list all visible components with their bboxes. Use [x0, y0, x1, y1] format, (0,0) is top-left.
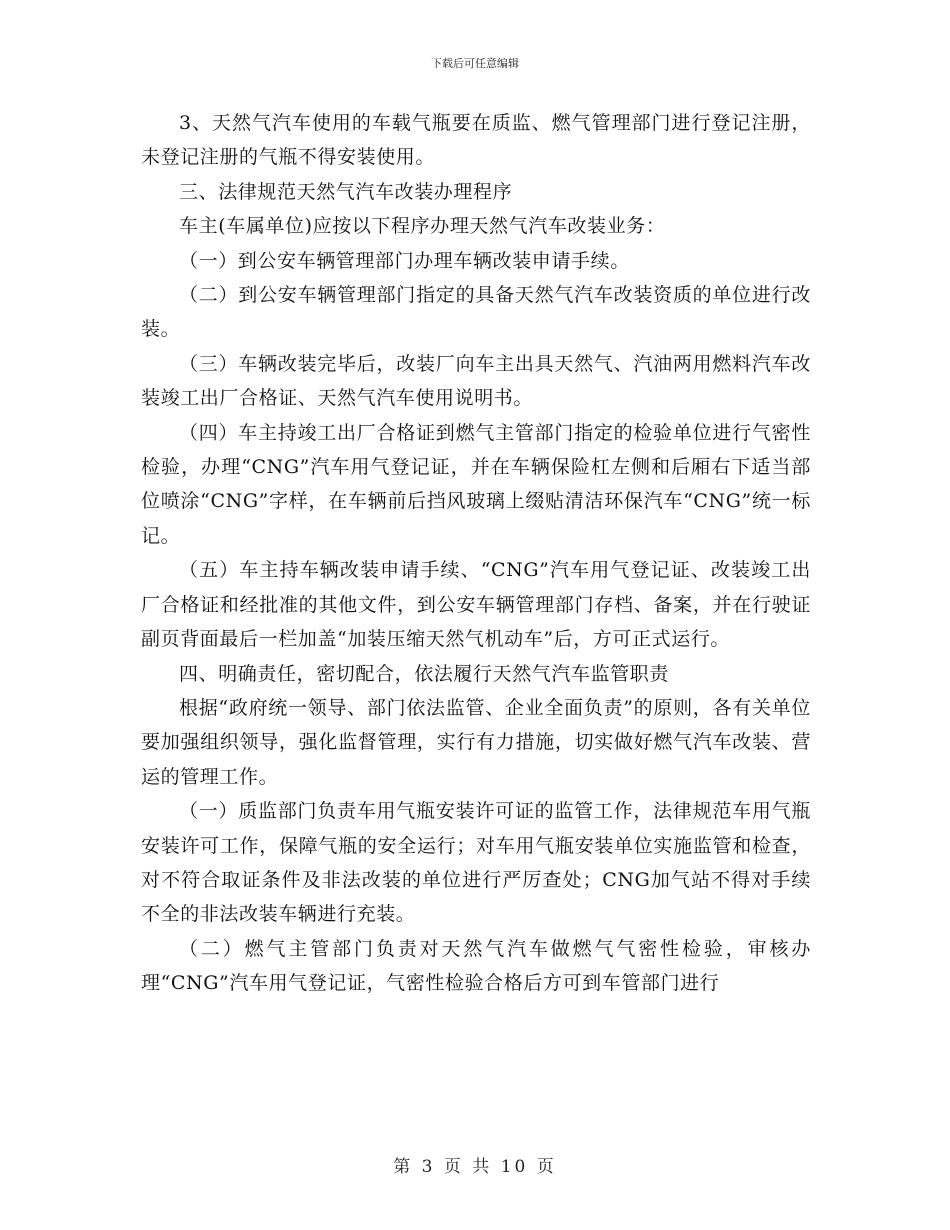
section-heading-4: 四、明确责任，密切配合，依法履行天然气汽车监管职责 — [179, 662, 670, 685]
page-number-footer: 第 3 页 共 10 页 — [393, 1157, 557, 1177]
responsibility-item-2: （二）燃气主管部门负责对天然气汽车做燃气气密性检验，审核办理“CNG”汽车用气登记证，气密性检验合格后方可到车管部门进行 — [141, 937, 811, 995]
procedure-step-4: （四）车主持竣工出厂合格证到燃气主管部门指定的检验单位进行气密性检验，办理“CNG”汽车用气登记证，并在车辆保险杠左侧和后厢右下适当部位喷涂“CNG”字样，在车辆前后挡风玻璃上缀贴清洁环保汽车“CNG”统一标记。 — [141, 421, 811, 547]
procedure-step-2: （二）到公安车辆管理部门指定的具备天然气汽车改装资质的单位进行改装。 — [141, 284, 811, 341]
document-body — [141, 106, 811, 1001]
procedure-step-5: （五）车主持车辆改装申请手续、“CNG”汽车用气登记证、改装竣工出厂合格证和经批准的其他文件，到公安车辆管理部门存档、备案，并在行驶证副页背面最后一栏加盖“加装压缩天然气机动车”后，方可正式运行。 — [141, 559, 811, 651]
responsibility-item-1: （一）质监部门负责车用气瓶安装许可证的监管工作，法律规范车用气瓶安装许可工作，保障气瓶的安全运行；对车用气瓶安装单位实施监管和检查，对不符合取证条件及非法改装的单位进行严厉查处；CNG加气站不得对手续不全的非法改装车辆进行充装。 — [141, 800, 811, 926]
paragraph-procedure-intro: 车主(车属单位)应按以下程序办理天然气汽车改装业务： — [179, 215, 666, 238]
procedure-step-1: （一）到公安车辆管理部门办理车辆改装申请手续。 — [179, 249, 630, 272]
paragraph-1: 3、天然气汽车使用的车载气瓶要在质监、燃气管理部门进行登记注册，未登记注册的气瓶不得安装使用。 — [141, 112, 811, 169]
page-header-note: 下载后可任意编辑 — [431, 57, 519, 70]
section-heading-3: 三、法律规范天然气汽车改装办理程序 — [179, 180, 513, 203]
paragraph-principle: 根据“政府统一领导、部门依法监管、企业全面负责”的原则，各有关单位要加强组织领导，强化监督管理，实行有力措施，切实做好燃气汽车改装、营运的管理工作。 — [141, 696, 811, 788]
procedure-step-3: （三）车辆改装完毕后，改装厂向车主出具天然气、汽油两用燃料汽车改装竣工出厂合格证、天然气汽车使用说明书。 — [141, 352, 811, 410]
